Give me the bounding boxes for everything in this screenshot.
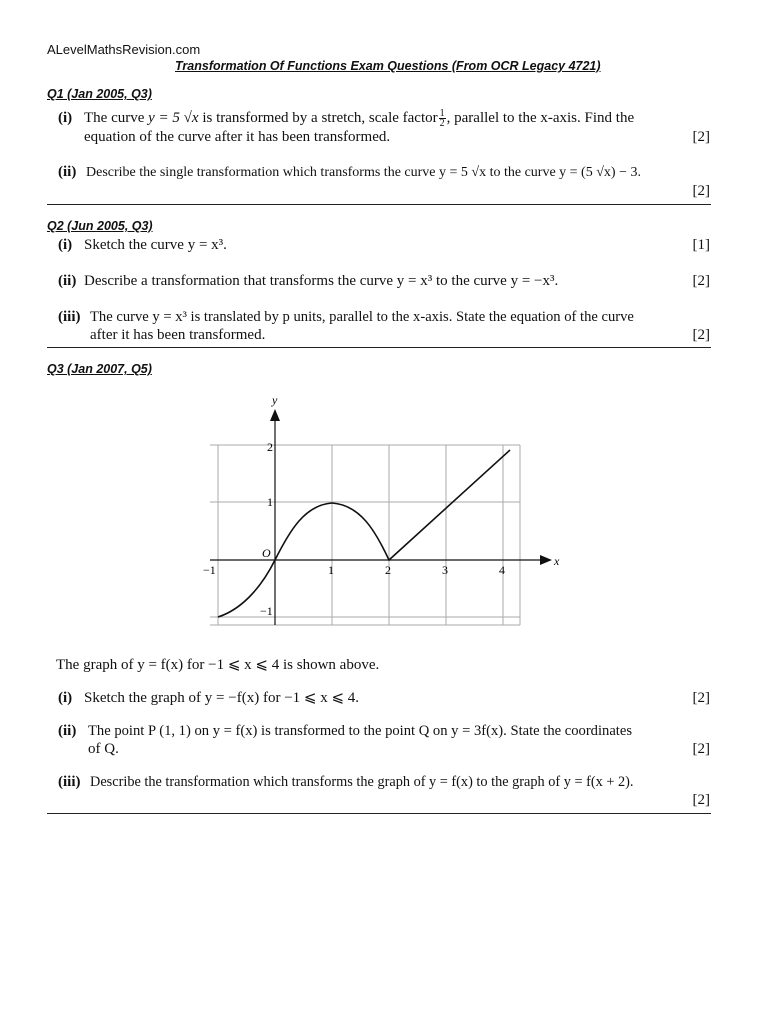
x-tick-minus-1: −1	[203, 563, 216, 577]
q2-i-number: (i)	[58, 237, 73, 253]
q3-iii-line2	[58, 791, 710, 809]
q3-i-number: (i)	[58, 690, 73, 706]
q2-heading: Q2 (Jun 2005, Q3)	[47, 219, 153, 233]
q3-part-iii	[58, 773, 710, 809]
q3-intro: The graph of y = f(x) for −1 ⩽ x ⩽ 4 is shown above.	[56, 657, 380, 673]
fraction-numerator: 1	[439, 108, 445, 120]
y-axis-label: y	[272, 393, 278, 407]
q1-part-ii	[58, 163, 710, 200]
q3-ii-line2	[58, 740, 710, 758]
q2-part-i	[58, 236, 710, 254]
x-axis-arrow	[540, 555, 552, 565]
q2-i-text: Sketch the curve y = x³.	[84, 237, 227, 253]
y-axis-arrow	[270, 409, 280, 421]
q2-iii-line2-text: after it has been transformed.	[90, 327, 266, 343]
section-divider	[47, 347, 711, 348]
y-tick-minus-1: −1	[260, 604, 273, 618]
q1-ii-line2	[58, 182, 710, 200]
graph-grid	[210, 445, 520, 625]
x-tick-1: 1	[328, 563, 334, 577]
fraction-denominator: 2	[439, 118, 445, 130]
origin-label: O	[262, 546, 271, 560]
q3-iii-marks: [2]	[692, 792, 710, 808]
q3-part-i	[58, 689, 710, 707]
q2-iii-line2	[58, 326, 710, 344]
q2-part-iii	[58, 308, 710, 344]
one-half-fraction	[439, 109, 446, 128]
q2-iii-number: (iii)	[58, 309, 81, 325]
document-title: Transformation Of Functions Exam Questions (From OCR Legacy 4721)	[175, 59, 601, 73]
q3-i-marks: [2]	[692, 690, 710, 706]
q2-ii-text: Describe a transformation that transforms the curve y = x³ to the curve y = −x³.	[84, 273, 559, 289]
q2-iii-marks: [2]	[692, 327, 710, 343]
q2-ii-number: (ii)	[58, 273, 77, 289]
q2-ii-marks: [2]	[692, 273, 710, 289]
section-divider	[47, 813, 711, 814]
q2-i-marks: [1]	[692, 237, 710, 253]
q1-ii-text: Describe the single transformation which transforms the curve y = 5 √x to the curve y = (5 √x) − 3.	[86, 165, 641, 180]
y-tick-2: 2	[267, 440, 273, 454]
q3-ii-text: The point P (1, 1) on y = f(x) is transformed to the point Q on y = 3f(x). State the coordinates	[88, 723, 633, 739]
x-tick-4: 4	[499, 563, 505, 577]
q3-heading: Q3 (Jan 2007, Q5)	[47, 362, 152, 376]
q3-ii-number: (ii)	[58, 723, 77, 739]
q1-ii-marks: [2]	[692, 183, 710, 199]
q1-ii-number: (ii)	[58, 164, 77, 180]
q1-i-line2	[58, 128, 710, 146]
q1-i-post: , parallel to the x-axis. Find the	[446, 110, 635, 126]
q1-i-equation: y = 5 √x	[148, 110, 199, 126]
curve-f-of-x	[218, 450, 510, 617]
x-tick-2: 2	[385, 563, 391, 577]
q1-i-marks: [2]	[692, 129, 710, 146]
site-name: ALevelMathsRevision.com	[47, 42, 201, 57]
q3-part-ii	[58, 722, 710, 758]
x-axis-label: x	[554, 554, 560, 568]
q3-ii-line2-text: of Q.	[88, 741, 119, 757]
q1-i-line2-text: equation of the curve after it has been transformed.	[84, 129, 391, 146]
q2-iii-text: The curve y = x³ is translated by p units, parallel to the x-axis. State the equation of the curve	[90, 309, 634, 325]
y-tick-1: 1	[267, 495, 273, 509]
q1-part-i	[58, 109, 710, 146]
q3-iii-number: (iii)	[58, 774, 81, 790]
q1-i-number: (i)	[58, 110, 73, 126]
q3-i-text: Sketch the graph of y = −f(x) for −1 ⩽ x ⩽ 4.	[84, 690, 360, 706]
q1-heading: Q1 (Jan 2005, Q3)	[47, 87, 152, 101]
section-divider	[47, 204, 711, 205]
q3-ii-marks: [2]	[692, 741, 710, 757]
x-tick-3: 3	[442, 563, 448, 577]
q3-iii-text: Describe the transformation which transforms the graph of y = f(x) to the graph of y = f(x + 2).	[90, 774, 634, 790]
q1-i-mid: is transformed by a stretch, scale factor	[202, 110, 438, 126]
q2-part-ii	[58, 272, 710, 290]
function-graph	[190, 385, 570, 635]
q1-i-pre: The curve	[84, 110, 145, 126]
